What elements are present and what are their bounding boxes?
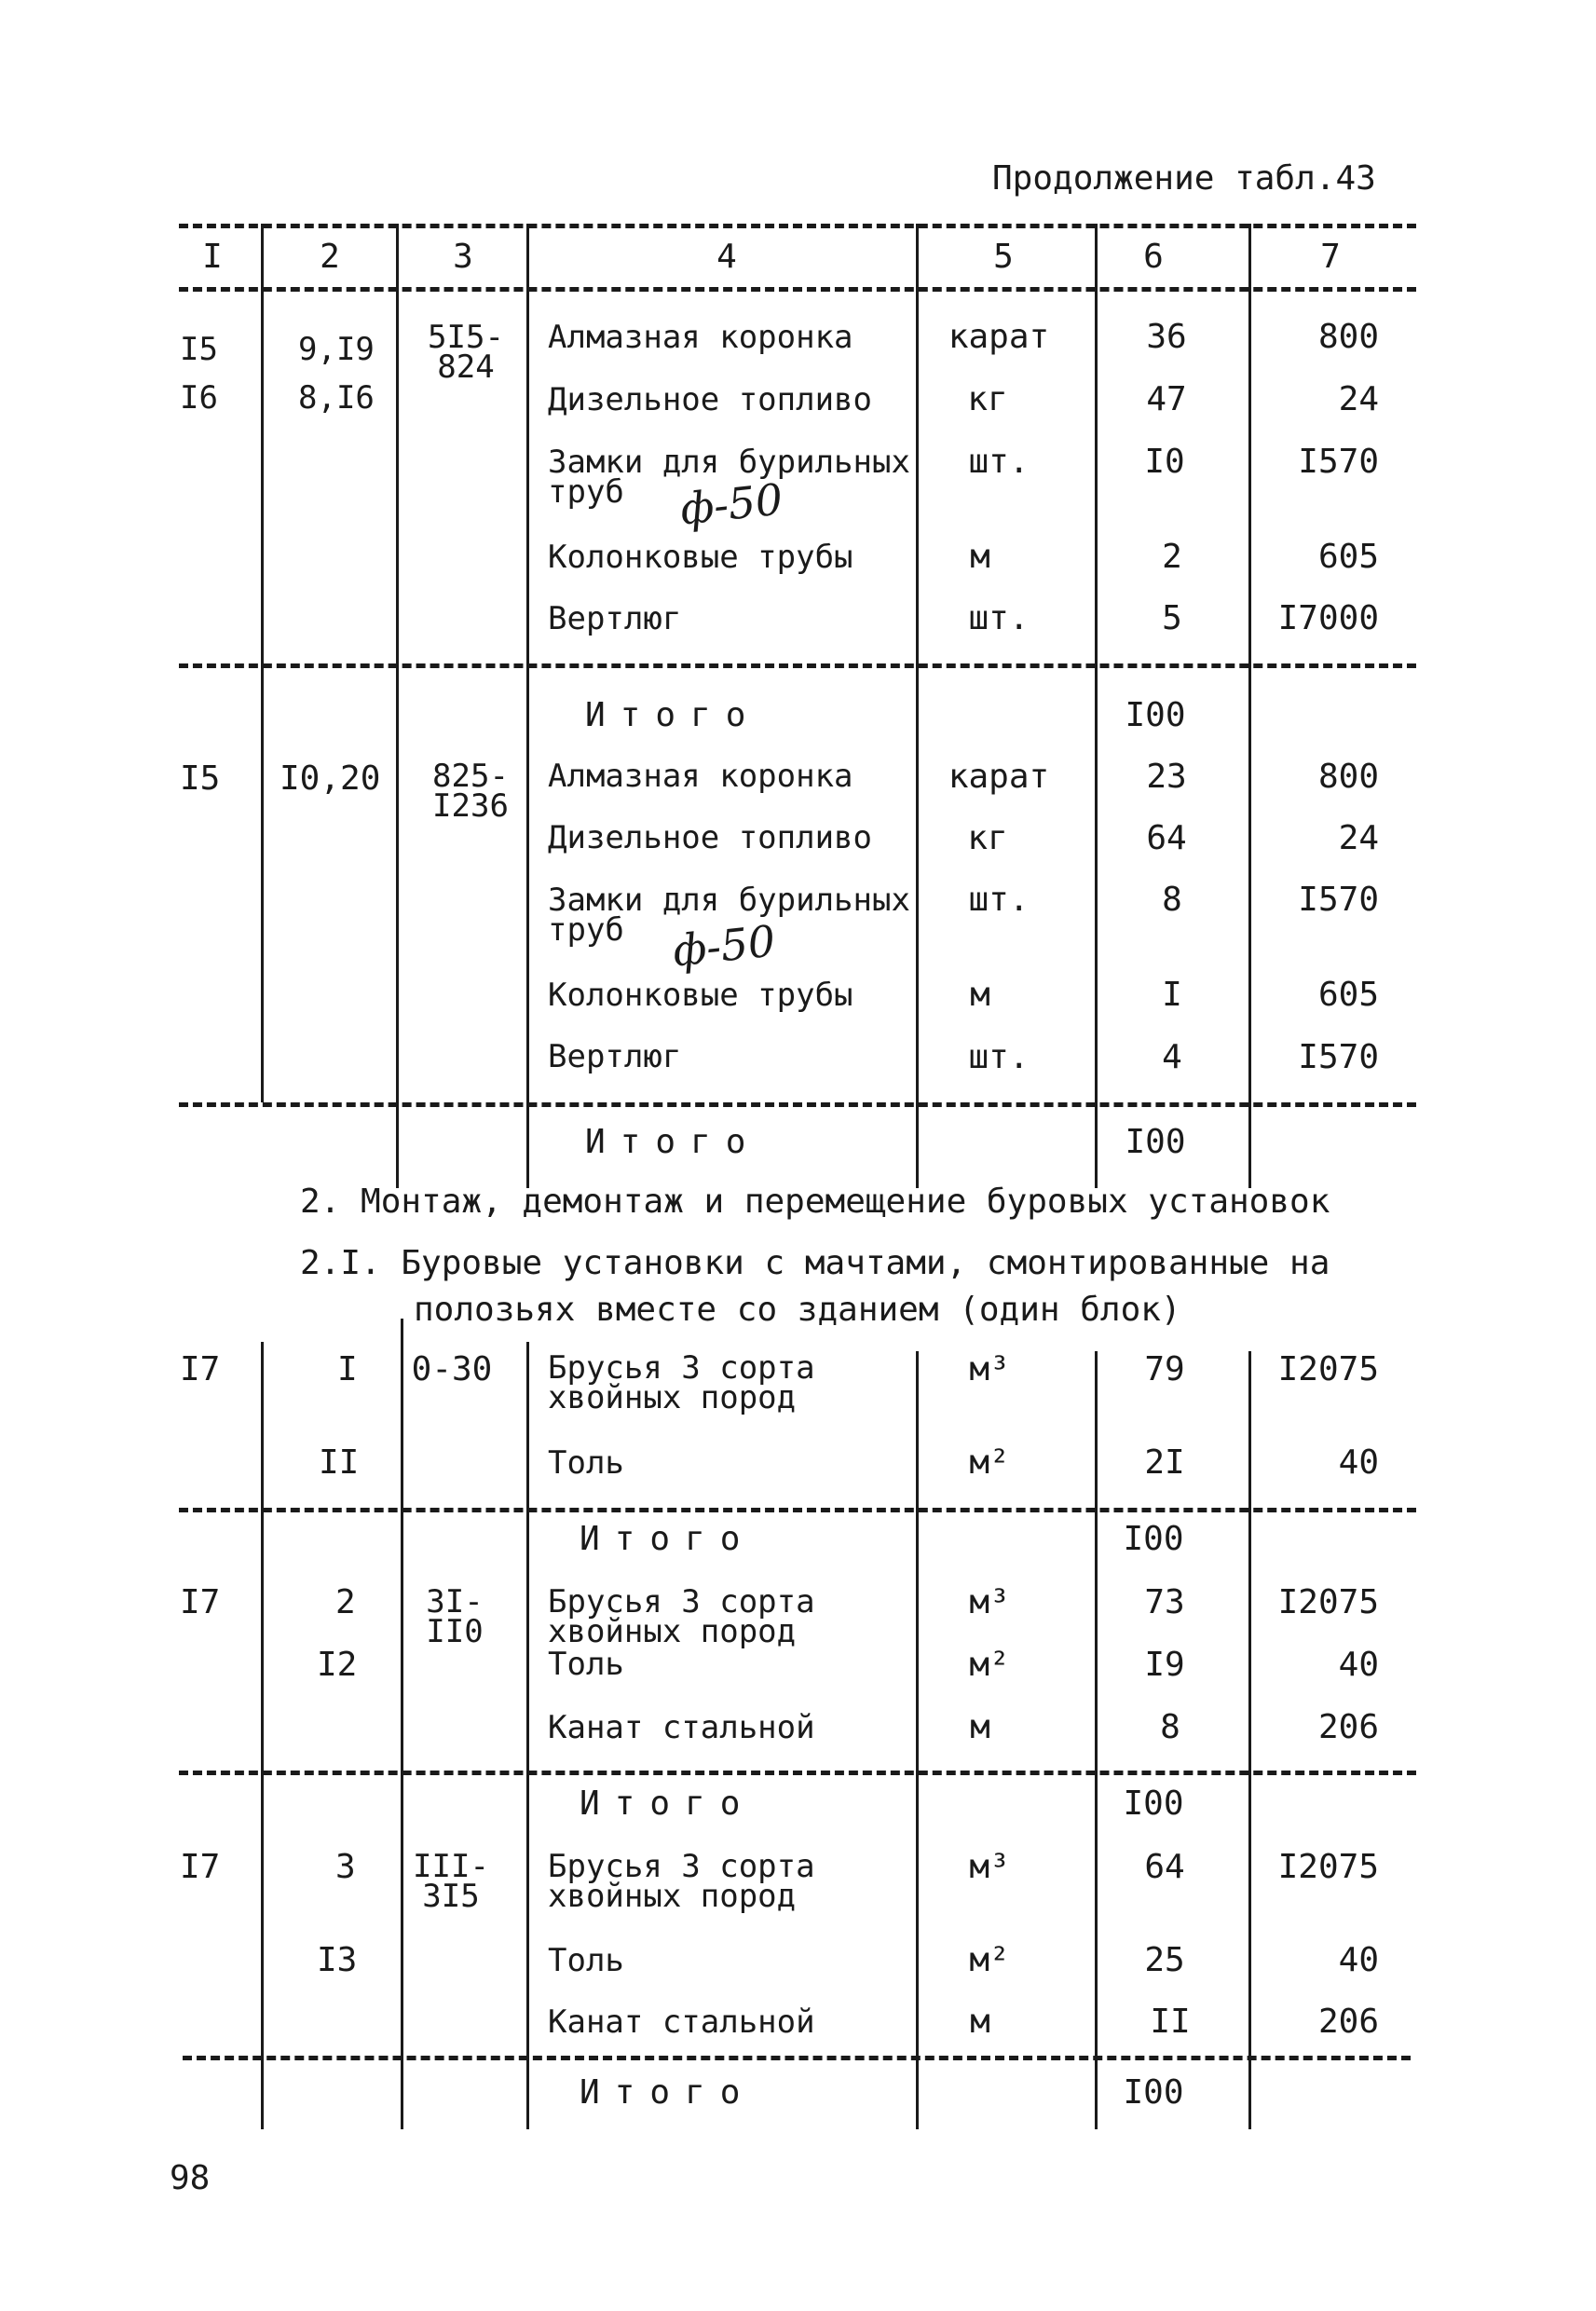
material-unit: кг [967, 819, 1008, 857]
material-name: Вертлюг [548, 600, 682, 637]
header-col-6: 6 [1143, 238, 1164, 276]
material-qty: 4 [1162, 1038, 1182, 1076]
material-qty: 73 [1144, 1583, 1185, 1621]
handwritten-diameter-note: ф-50 [670, 915, 778, 977]
material-price: 800 [1317, 758, 1379, 796]
block-code-col1: I5 I6 [180, 331, 218, 417]
material-name: Брусья 3 сорта хвойных пород [548, 1583, 815, 1650]
block-code-col2: 9,I9 8,I6 [298, 331, 375, 417]
material-price: I2075 [1277, 1848, 1379, 1886]
material-unit: м [970, 538, 990, 576]
material-name: Брусья 3 сорта хвойных пород [548, 1349, 815, 1416]
block-code-col1: I5 [180, 759, 221, 798]
material-unit: м [970, 1708, 990, 1746]
material-name: Алмазная коронка [548, 319, 853, 356]
block-code-col2: 3 [335, 1848, 356, 1886]
block-code-col2: I2 [317, 1646, 358, 1684]
block-range-col3: 3I- II0 [426, 1583, 484, 1650]
material-qty: 5 [1162, 599, 1182, 637]
block-code-col2: I0,20 [280, 759, 381, 798]
block-separator [179, 1771, 1416, 1775]
header-bottom-rule [179, 287, 1416, 292]
block-code-col2: I [337, 1350, 358, 1388]
page-number: 98 [170, 2159, 211, 2197]
material-unit: шт. [968, 599, 1030, 637]
block-code-col1: I7 [180, 1350, 221, 1388]
material-qty: 8 [1162, 881, 1182, 919]
material-qty: I [1162, 976, 1182, 1014]
block-separator [183, 2056, 1411, 2060]
material-name: Алмазная коронка [548, 758, 853, 795]
material-price: 605 [1317, 538, 1379, 576]
material-price: 800 [1317, 318, 1379, 356]
material-qty: 8 [1160, 1708, 1180, 1746]
material-price: I2075 [1277, 1350, 1379, 1388]
block-separator [179, 1508, 1416, 1512]
column-rule [1095, 224, 1098, 1188]
material-price: 40 [1338, 1646, 1379, 1684]
material-price: I570 [1298, 881, 1379, 919]
total-value: I00 [1123, 1520, 1184, 1558]
material-qty: I0 [1144, 443, 1185, 481]
material-qty: I9 [1144, 1646, 1185, 1684]
material-price: I2075 [1277, 1583, 1379, 1621]
material-qty: 2 [1162, 538, 1182, 576]
material-unit: м² [969, 1443, 1010, 1482]
column-rule [396, 224, 399, 1188]
column-rule [401, 1319, 403, 2129]
total-value: I00 [1125, 1123, 1186, 1161]
section-subheading: полозьях вместе со зданием (один блок) [414, 1291, 1181, 1329]
material-qty: 79 [1144, 1350, 1185, 1388]
material-name: Брусья 3 сорта хвойных пород [548, 1848, 815, 1915]
block-range-col3: III- 3I5 [413, 1848, 489, 1915]
material-unit: м³ [969, 1350, 1010, 1388]
material-unit: м [970, 976, 990, 1014]
header-col-2: 2 [320, 238, 340, 276]
material-qty: 64 [1144, 1848, 1185, 1886]
column-rule [1248, 224, 1251, 1188]
header-col-3: 3 [453, 238, 473, 276]
total-value: I00 [1125, 696, 1186, 734]
material-unit: кг [967, 380, 1008, 418]
material-name: Канат стальной [548, 1709, 815, 1746]
material-name: Вертлюг [548, 1038, 682, 1075]
material-price: 40 [1338, 1443, 1379, 1482]
material-unit: шт. [968, 443, 1030, 481]
material-unit: карат [948, 318, 1050, 356]
column-rule [526, 1342, 529, 2129]
material-qty: 23 [1146, 758, 1187, 796]
material-price: 206 [1317, 1708, 1379, 1746]
block-separator [179, 1102, 1416, 1107]
material-price: 40 [1338, 1941, 1379, 1979]
material-name: Колонковые трубы [548, 539, 853, 576]
table-top-rule [179, 224, 1416, 228]
material-price: 24 [1338, 819, 1379, 857]
block-code-col2: II [319, 1443, 360, 1482]
column-rule [261, 1342, 264, 2129]
material-price: I570 [1298, 443, 1379, 481]
total-value: I00 [1123, 1785, 1184, 1823]
material-name: Колонковые трубы [548, 977, 853, 1014]
header-col-4: 4 [716, 238, 737, 276]
material-qty: 36 [1146, 318, 1187, 356]
section-subheading: 2.I. Буровые установки с мачтами, смонтированные на [300, 1244, 1330, 1282]
block-code-col1: I7 [180, 1848, 221, 1886]
material-unit: карат [948, 758, 1050, 796]
block-separator [179, 663, 1416, 668]
material-qty: II [1150, 2003, 1191, 2041]
column-rule [526, 224, 529, 1188]
material-unit: м³ [969, 1583, 1010, 1621]
block-range-col3: 825- I236 [432, 758, 509, 825]
block-range-col3: 5I5- 824 [428, 319, 504, 386]
material-qty: 47 [1146, 380, 1187, 418]
material-unit: м³ [969, 1848, 1010, 1886]
material-price: 24 [1338, 380, 1379, 418]
material-name: Толь [548, 1444, 624, 1482]
material-qty: 64 [1146, 819, 1187, 857]
material-price: 605 [1317, 976, 1379, 1014]
block-range-col3: 0-30 [411, 1350, 493, 1388]
material-name: Замки для бурильных труб [548, 444, 910, 511]
total-label: Итого [580, 1785, 756, 1823]
material-name: Толь [548, 1646, 624, 1683]
header-col-5: 5 [993, 238, 1014, 276]
material-unit: м [970, 2003, 990, 2041]
header-col-7: 7 [1320, 238, 1341, 276]
material-name: Дизельное топливо [548, 381, 872, 418]
material-name: Дизельное топливо [548, 819, 872, 856]
material-name: Замки для бурильных труб [548, 882, 910, 949]
total-label: Итого [585, 696, 761, 734]
material-unit: м² [969, 1941, 1010, 1979]
section-heading: 2. Монтаж, демонтаж и перемещение буровых установок [300, 1183, 1330, 1221]
total-label: Итого [580, 1520, 756, 1558]
block-code-col2: I3 [317, 1941, 358, 1979]
material-name: Толь [548, 1942, 624, 1979]
header-col-1: I [202, 238, 223, 276]
column-rule [1095, 1351, 1098, 2129]
total-label: Итого [585, 1123, 761, 1161]
material-name: Канат стальной [548, 2003, 815, 2041]
material-unit: шт. [968, 1038, 1030, 1076]
material-price: I7000 [1277, 599, 1379, 637]
material-price: I570 [1298, 1038, 1379, 1076]
block-code-col1: I7 [180, 1583, 221, 1621]
block-code-col2: 2 [335, 1583, 356, 1621]
handwritten-diameter-note: ф-50 [677, 473, 785, 535]
material-qty: 2I [1144, 1443, 1185, 1482]
material-price: 206 [1317, 2003, 1379, 2041]
total-label: Итого [580, 2073, 756, 2112]
material-unit: шт. [968, 881, 1030, 919]
material-qty: 25 [1144, 1941, 1185, 1979]
column-rule [1248, 1351, 1251, 2129]
material-unit: м² [969, 1646, 1010, 1684]
table-caption: Продолжение табл.43 [992, 159, 1376, 198]
column-rule [261, 224, 264, 1102]
column-rule [916, 224, 919, 1188]
column-rule [916, 1351, 919, 2129]
total-value: I00 [1123, 2073, 1184, 2112]
